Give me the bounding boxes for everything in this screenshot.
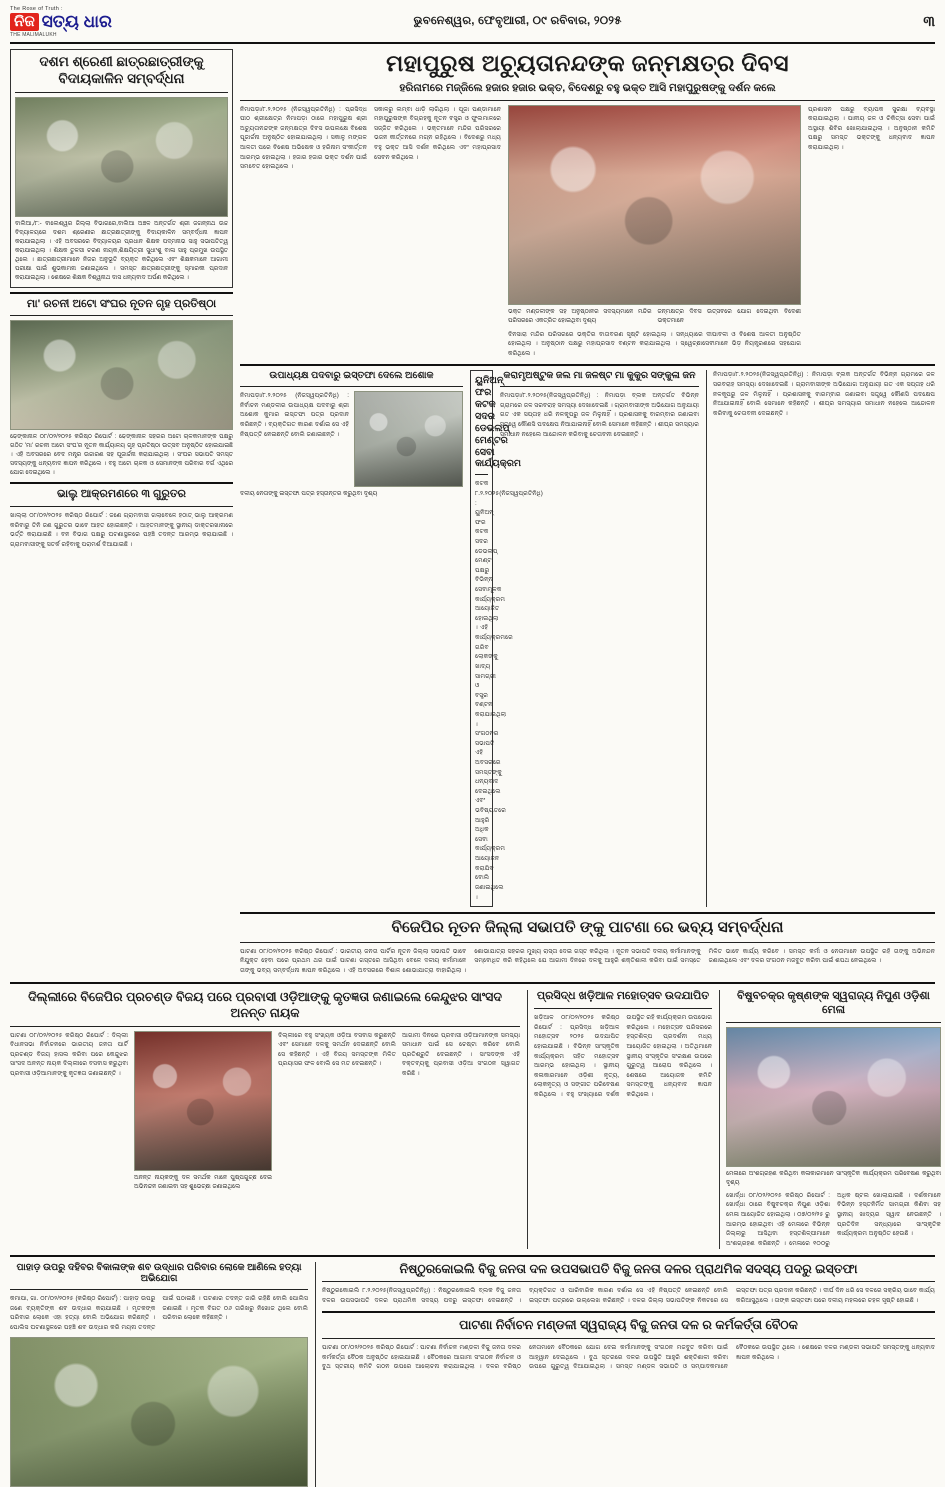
headline-mp-ananta-nayak: ଦିଲ୍ଲୀରେ ବିଜେପିର ପ୍ରଚଣ୍ଡ ବିଜୟ ପରେ ପ୍ରବାସୀ ଓଡ଼ିଆଙ୍କୁ କୃତଜ୍ଞତା ଜଣାଇଲେ କେନ୍ଦୁଝର ସାଂସଦ ଅନନ୍ତ ନାୟକ	[28, 990, 502, 1020]
article-odisha-fair	[719, 990, 941, 1248]
photo-students-felicitation	[15, 97, 228, 217]
lead-grid	[240, 105, 935, 359]
headline-auto-union: ମା' ରଚନୀ ଅଟୋ ସଂଘର ନୂତନ ଗୃହ ପ୍ରତିଷ୍ଠା	[26, 297, 217, 310]
caption-devotees-left: ଭକ୍ତ ମଣ୍ଡଳୀଙ୍କ ସହ ଅନୁଷ୍ଠାନର ସଦସ୍ୟମାନେ ମନ୍ଦିର ପରିସରରେ ଏକତ୍ରିତ ହୋଇଥିବା ଦୃଶ୍ୟ	[508, 308, 652, 324]
bottom-right-region	[315, 1262, 935, 1487]
headline-resignation-vp: ଉପାଧ୍ୟକ୍ଷ ପଦବାରୁ ଇସ୍ତଫା ଦେଲେ ଅଶୋକ	[269, 370, 434, 382]
photo-hill-recovery	[10, 1337, 308, 1487]
bottom-region	[10, 1262, 935, 1487]
headline-body-recovery: ପାହାଡ଼ ଉପରୁ ଦହିବର ବିକାଳାଙ୍କ ଶବ ଉଦ୍ଧାର ପରିବାର ଲୋକେ ଆଣିଲେ ହତ୍ୟା ଅଭିଯୋଗ	[16, 1261, 302, 1285]
body-achyutananda-col2: ସକାଳରୁ ଲମ୍ବା ଧାଡ଼ି ଲାଗିଥିଲା । ପୂଜା ପଣ୍ଡାମାନେ ମହାପୁରୁଷଙ୍କ ବିଗ୍ରହକୁ ନୂତନ ବସ୍ତ୍ର ଓ ଫୁଲମାଳରେ ସଜ୍ଜିତ କରିଥିଲେ । ଭକ୍ତମାନେ ମନ୍ଦିର ପରିସରରେ ଭଜନ କୀର୍ତ୍ତନରେ ମଗ୍ନ ରହିଥିଲେ । ବିଦେଶରୁ ମଧ୍ୟ ବହୁ ଭକ୍ତ ଆସି ଦର୍ଶନ କରିଥିଲେ ଏବଂ ମହାପ୍ରସାଦ ସେବନ କରିଥିଲେ ।	[374, 105, 501, 161]
article-mp-ananta-nayak	[10, 990, 520, 1248]
masthead	[10, 6, 935, 44]
logo-mark: ନିଜ	[10, 13, 39, 31]
subhead-achyutananda: ହରିନାମରେ ମଜ୍ଜିଲେ ହଜାର ହଜାର ଭକ୍ତ, ବିଦେଶରୁ ବହୁ ଭକ୍ତ ଆସି ମହାପୁରୁଷଙ୍କୁ ଦର୍ଶନ କଲେ	[399, 81, 776, 94]
caption-students-felicitation: ବାଲିଆ,/୮:- ବାଲେଶ୍ୱର ଜିଲ୍ଲା ବିଭାଗରେ,ବାଲିଆ ଅଞ୍ଚଳ ଅନ୍ତର୍ଗତ ଶ୍ରୀ ଜଗନ୍ନାଥ ଉଚ୍ଚ ବିଦ୍ୟାଳୟରେ ଦଶମ ଶ୍ରେଣୀର ଛାତ୍ରଛାତ୍ରୀଙ୍କୁ ବିଦାୟକାଳିନ ସମ୍ବର୍ଦ୍ଧନା ଜ୍ଞାପନ କରାଯାଇଥିଲା । ଏହି ଅବସରରେ ବିଦ୍ୟାଳୟର ପ୍ରଧାନ ଶିକ୍ଷକ ପଦ୍ମନାଭ ସାହୁ ସଭାପତିତ୍ୱ କରାଯାଇଥିଲା । ଶିକ୍ଷକ ତୁଳସୀ ଚରଣ ନାୟକ,ଶିକ୍ଷୟିତ୍ରୀ ସୁଧାଂଶୁ ବାଳା ସାହୁ ପ୍ରମୁଖ ଉପସ୍ଥିତ ଥିଲେ । ଛାତ୍ରଛାତ୍ରୀମାନେ ନିଜର ଅନୁଭୂତି ବ୍ୟକ୍ତ କରିଥିଲେ ଏବଂ ଶିକ୍ଷକମାନେ ଆଗାମୀ ପରୀକ୍ଷା ପାଇଁ ଶୁଭକାମନା ଜଣାଇଥିଲେ । ସମସ୍ତ ଛାତ୍ରଛାତ୍ରୀଙ୍କୁ ସ୍ମାରକୀ ପ୍ରଦାନ କରାଯାଇଥିଲା । ଶେଷରେ ଶିକ୍ଷକ ବିଶ୍ୱନାଥ ଦାସ ଧନ୍ୟବାଦ ଅର୍ପଣ କରିଥିଲେ ।	[15, 220, 228, 281]
body-bjd-meeting: ପାଟଣା ୦୮/୦୨/୨୦୨୫ କରିଷ୍ଠ ରିପୋର୍ଟ : ପାଟଣା ନିର୍ବାଚନ ମଣ୍ଡଳୀ ବିଜୁ ଜନତା ଦଳର କର୍ମକର୍ତ୍ତା ବୈଠକ ଅନୁଷ୍ଠିତ ହୋଇଯାଇଛି । ବୈଠକରେ ଆଗାମୀ ସଂଗଠନ ନିର୍ବାଚନ ଓ ବୁଥ ସ୍ତରୀୟ କମିଟି ଗଠନ ଉପରେ ଆଲୋଚନା କରାଯାଇଥିଲା । ଦଳର ବରିଷ୍ଠ ନେତାମାନେ ବୈଠକରେ ଯୋଗ ଦେଇ କର୍ମୀମାନଙ୍କୁ ସଂଗଠନ ମଜବୁତ କରିବା ପାଇଁ ଆହ୍ୱାନ ଦେଇଥିଲେ । ବୁଥ ସ୍ତରରେ ଦଳର ଉପସ୍ଥିତି ଆହୁରି ଶକ୍ତିଶାଳୀ କରିବା ଉପରେ ଗୁରୁତ୍ୱ ଦିଆଯାଇଥିଲା । ସମସ୍ତ ମଣ୍ଡଳ ସଭାପତି ଓ ସମ୍ପାଦକମାନେ ବୈଠକରେ ଉପସ୍ଥିତ ଥିଲେ । ଶେଷରେ ଦଳର ମଣ୍ଡଳୀ ସଭାପତି ସମସ୍ତଙ୍କୁ ଧନ୍ୟବାଦ ଜ୍ଞାପନ କରିଥିଲେ ।	[322, 1343, 935, 1371]
body-bear-attack: ଖାଲ୍ଲା ୦୮/୦୨/୨୦୨୫ କରିଷ୍ଠ ରିପୋର୍ଟ : ଜଣେ ଗ୍ରାମବାସୀ ଗଲାବେଳେ ହଠାତ୍ ଭାଲୁ ଆକ୍ରମଣ କରିବାରୁ ତିନି ଜଣ ଗୁରୁତର ଭାବେ ଆହତ ହୋଇଛନ୍ତି । ଆହତମାନଙ୍କୁ ସ୍ଥାନୀୟ ଡାକ୍ତରଖାନାରେ ଭର୍ତ୍ତି କରାଯାଇଛି । ବନ ବିଭାଗ ପକ୍ଷରୁ ଘଟଣାସ୍ଥଳରେ ପହଞ୍ଚି ତଦନ୍ତ ଆରମ୍ଭ କରାଯାଇଛି । ଗ୍ରାମବାସୀଙ୍କୁ ସତର୍କ ରହିବାକୁ ପରାମର୍ଶ ଦିଆଯାଇଛି ।	[10, 512, 233, 548]
article-union-cuttack	[470, 370, 543, 907]
headline-bear-attack: ଭାଲୁ ଆକ୍ରମଣରେ ୩ ଗୁରୁତର	[56, 488, 187, 501]
headline-bjp-district-president: ବିଜେପିର ନୂତନ ଜିଲ୍ଲା ସଭାପତି ଙ୍କୁ ପାଟଣା ରେ ଭବ୍ୟ ସମ୍ବର୍ଦ୍ଧନା	[391, 919, 784, 937]
body-water-problem-cont: ନିମାପଡ଼ା/୮.୨.୨୦୨୫(ନିଜସ୍ୱପ୍ରତିନିଧି) : ନିମାପଡ଼ା ବ୍ଲକ ଅନ୍ତର୍ଗତ ବିଭିନ୍ନ ଗ୍ରାମରେ ଜଳ ସରବରାହ ସମସ୍ୟା ଦେଖାଦେଇଛି । ଗ୍ରାମବାସୀଙ୍କ ଅଭିଯୋଗ ଅନୁଯାୟୀ ଗତ ଏକ ସପ୍ତାହ ଧରି ନଳକୂପରୁ ଜଳ ମିଳୁନାହିଁ । ପ୍ରଶାସନକୁ ବାରମ୍ବାର ଜଣାଇବା ସତ୍ତ୍ୱେ କୌଣସି ପଦକ୍ଷେପ ନିଆଯାଇନାହିଁ ବୋଲି ସେମାନେ କହିଛନ୍ତି । ଶୀଘ୍ର ସମସ୍ୟାର ସମାଧାନ ନହେଲେ ଆନ୍ଦୋଳନ କରିବାକୁ ଚେତାବନୀ ଦେଇଛନ୍ତି ।	[713, 371, 935, 417]
photo-auto-union	[10, 320, 233, 430]
article-water-problem-cont	[706, 370, 935, 907]
photo-resignation-handover	[354, 391, 463, 487]
lead-story-region	[240, 49, 935, 976]
body-odisha-fair: ଖୋର୍ଦ୍ଧା ୦୮/୦୨/୨୦୨୫ କରିଷ୍ଠ ରିପୋର୍ଟ : ଖୋର୍ଦ୍ଧା ଠାରେ ବିଷୁବଚକ୍ର ନିପୁଣ ଓଡ଼ିଶା ମେଳା ଆୟୋଜିତ ହୋଇଥିଲା । ୦୭/୦୨/୨୫ ରୁ ଆରମ୍ଭ ହୋଇଥିବା ଏହି ମେଳାରେ ବିଭିନ୍ନ ଜିଲ୍ଲାରୁ ଆସିଥିବା ହସ୍ତଶିଳ୍ପୀମାନେ ଅଂଶଗ୍ରହଣ କରିଛନ୍ତି । ମେଳାରେ ୧୦୦ରୁ ଅଧିକ ଷ୍ଟଲ ଖୋଲାଯାଇଛି । ଦର୍ଶକମାନେ ବିଭିନ୍ନ ହସ୍ତନିର୍ମିତ ସାମଗ୍ରୀ କିଣିବା ସହ ସ୍ଥାନୀୟ ଖାଦ୍ୟର ସ୍ୱାଦ ନେଉଛନ୍ତି । ପ୍ରତିଦିନ ସନ୍ଧ୍ୟାରେ ସାଂସ୍କୃତିକ କାର୍ଯ୍ୟକ୍ରମ ଅନୁଷ୍ଠିତ ହେଉଛି ।	[726, 1191, 941, 1247]
body-achyutananda-col4: ପ୍ରଶାସନ ପକ୍ଷରୁ ବ୍ୟାପକ ସୁରକ୍ଷା ବ୍ୟବସ୍ଥା କରାଯାଇଥିଲା । ପାନୀୟ ଜଳ ଓ ଚିକିତ୍ସା ସେବା ପାଇଁ ଅସ୍ଥାୟୀ ଶିବିର ଖୋଲାଯାଇଥିଲା । ଅନୁଷ୍ଠାନ କମିଟି ପକ୍ଷରୁ ସମସ୍ତ ଭକ୍ତଙ୍କୁ ଧନ୍ୟବାଦ ଜ୍ଞାପନ କରାଯାଇଥିଲା ।	[808, 105, 935, 151]
headline-achyutananda: ମହାପୁରୁଷ ଅଚ୍ୟୁତାନନ୍ଦଙ୍କ ଜନ୍ମକ୍ଷତ୍ର ଦିବସ	[386, 49, 789, 76]
article-resignation-vice-president	[240, 370, 463, 907]
lower-region	[10, 990, 941, 1248]
article-bjd-meeting	[322, 1318, 935, 1371]
article-auto-union	[10, 298, 233, 479]
page-number: ୩	[923, 13, 935, 31]
body-mp-col3: ଆଗାମୀ ଦିନରେ ପ୍ରବାସୀ ଓଡ଼ିଆମାନଙ୍କ ସମସ୍ୟା ସମାଧାନ ପାଇଁ ସେ ଚେଷ୍ଟା କରିବେ ବୋଲି ପ୍ରତିଶ୍ରୁତି ଦେଇଛନ୍ତି । ସାଂସଦଙ୍କ ଏହି ବକ୍ତବ୍ୟକୁ ପ୍ରବାସୀ ଓଡ଼ିଆ ସଂଗଠନ ସ୍ୱାଗତ କରିଛି ।	[402, 1031, 520, 1078]
caption-mp-portrait: ଅନନ୍ତ ନାୟକଙ୍କୁ ଦଳ ସମର୍ଥକ ମାନେ ପୁଷ୍ପଗୁଚ୍ଛ ଦେଇ ଅଭିନନ୍ଦନ ଜଣାଇବା ସହ ଶୁଭେଚ୍ଛା ଜଣାଇଥିଲେ	[134, 1174, 272, 1190]
article-water-problem	[500, 370, 699, 907]
body-union-cuttack: କଟକ ୮.୨.୨୦୨୫(ନିଜସ୍ୱପ୍ରତିନିଧି) : ୟୁନିଅନ୍ ଫର କଟକ ସଦର ଡେଭଲପ୍ ମେଣ୍ଟ ପକ୍ଷରୁ ବିଭିନ୍ନ ସେବାମୂଳକ କାର୍ଯ୍ୟକ୍ରମ ଆୟୋଜିତ ହୋଇଥିଲା । ଏହି କାର୍ଯ୍ୟକ୍ରମରେ ଗରିବ ଲୋକଙ୍କୁ ଖାଦ୍ୟ ସାମଗ୍ରୀ ଓ ବସ୍ତ୍ର ବଣ୍ଟନ କରାଯାଇଥିଲା । ସଂଗଠନର ସଭାପତି ଏହି ଅବସରରେ ସମସ୍ତଙ୍କୁ ଧନ୍ୟବାଦ ଦେଇଥିଲେ ଏବଂ ଭବିଷ୍ୟତରେ ଆହୁରି ଅଧିକ ସେବା କାର୍ଯ୍ୟକ୍ରମ ଆୟୋଜନ କରାଯିବ ବୋଲି ଜଣାଇଥିଲେ ।	[475, 480, 543, 901]
caption-devotees-right: ଜନ୍ମକ୍ଷତ୍ର ଦିବସ ଉତ୍ସବରେ ଯୋଗ ଦେଇଥିବା ବିଦେଶୀ ଭକ୍ତମାନେ	[657, 308, 801, 324]
photo-block-achyutananda	[508, 105, 801, 359]
mid-region	[240, 370, 935, 907]
body-achyutananda-col3: ଦିନସାରା ମନ୍ଦିର ପରିସରରେ ଭକ୍ତିର ବାତାବରଣ ସୃଷ୍ଟି ହୋଇଥିଲା । ସନ୍ଧ୍ୟାରେ ଦୀପାବଳୀ ଓ ବିଶେଷ ଆଳତୀ ଅନୁଷ୍ଠିତ ହୋଇଥିଲା । ଅନୁଷ୍ଠାନ ପକ୍ଷରୁ ମହାପ୍ରସାଦ ବଣ୍ଟନ କରାଯାଇଥିଲା । ସ୍ୱେଚ୍ଛାସେବୀମାନେ ଭିଡ଼ ନିୟନ୍ତ୍ରଣରେ ସହଯୋଗ କରିଥିଲେ ।	[508, 330, 801, 357]
headline-students-felicitation: ଦଶମ ଶ୍ରେଣୀ ଛାତ୍ରଛାତ୍ରୀଙ୍କୁ ବିଦାୟକାଳିନ ସମ୍ବର୍ଦ୍ଧନା	[39, 53, 204, 86]
photo-block-mp	[134, 1031, 272, 1192]
photo-mp-portrait	[134, 1031, 272, 1171]
body-auto-union: ଢେଙ୍କାନାଳ ୦୮/୦୨/୨୦୨୫ କରିଷ୍ଠ ରିପୋର୍ଟ : ଢେଙ୍କାନାଳ ସହରର ଅଟୋ ଚାଳକମାନଙ୍କ ପକ୍ଷରୁ ଗଠିତ 'ମା' ରଚନୀ ଅଟୋ ସଂଘ'ର ନୂତନ କାର୍ଯ୍ୟାଳୟ ଗୃହ ପ୍ରତିଷ୍ଠା ଉତ୍ସବ ଅନୁଷ୍ଠିତ ହୋଇଯାଇଛି । ଏହି ଅବସରରେ ବେଦ ମନ୍ତ୍ର ଉଚ୍ଚାରଣ ସହ ପୂଜାର୍ଚ୍ଚନା କରାଯାଇଥିଲା । ସଂଘର ସଭାପତି ସମସ୍ତ ସଦସ୍ୟଙ୍କୁ ଧନ୍ୟବାଦ ଜ୍ଞାପନ କରିଥିଲେ । ବହୁ ଅଟୋ ଚାଳକ ଓ ସେମାନଙ୍କ ପରିବାର ବର୍ଗ ଏଥିରେ ଯୋଗ ଦେଇଥିଲେ ।	[10, 434, 233, 477]
logo-tagline: The Rose of Truth :	[10, 6, 63, 12]
body-mp-col1: ପାଟଣା ୦୮/୦୨/୨୦୨୫ କରିଷ୍ଠ ରିପୋର୍ଟ : ଦିଲ୍ଲୀ ବିଧାନସଭା ନିର୍ବାଚନରେ ଭାରତୀୟ ଜନତା ପାର୍ଟି ପ୍ରଚଣ୍ଡ ବିଜୟ ହାସଲ କରିବା ପରେ କେନ୍ଦୁଝର ସାଂସଦ ଅନନ୍ତ ନାୟକ ଦିଲ୍ଲୀରେ ବସବାସ କରୁଥିବା ପ୍ରବାସୀ ଓଡ଼ିଆମାନଙ୍କୁ କୃତଜ୍ଞତା ଜଣାଇଛନ୍ତି ।	[10, 1031, 128, 1078]
body-bjp-district-president: ପାଟଣା ୦୮/୦୨/୨୦୨୫ କରିଷ୍ଠ ରିପୋର୍ଟ : ଭାରତୀୟ ଜନତା ପାର୍ଟିର ନୂତନ ଜିଲ୍ଲା ସଭାପତି ଭାବେ ନିଯୁକ୍ତ ହେବା ପରେ ପ୍ରଥମ ଥର ପାଇଁ ପାଟଣା ଗସ୍ତରେ ଆସିଥିବା ବେଳେ ଦଳୀୟ କର୍ମୀମାନେ ତାଙ୍କୁ ଭବ୍ୟ ସମ୍ବର୍ଦ୍ଧନା ଜ୍ଞାପନ କରିଥିଲେ । ଏହି ଅବସରରେ ବିଶାଳ ଶୋଭାଯାତ୍ରା ବାହାରିଥିଲା । ଶୋଭାଯାତ୍ରା ସହରର ମୁଖ୍ୟ ରାସ୍ତା ଦେଇ ଗସ୍ତ କରିଥିଲା । ନୂତନ ସଭାପତି ଦଳୀୟ କର୍ମୀମାନଙ୍କୁ ସମ୍ବୋଧିତ କରି କହିଥିଲେ ଯେ ଆଗାମୀ ଦିନରେ ଦଳକୁ ଆହୁରି ଶକ୍ତିଶାଳୀ କରିବା ପାଇଁ ସମସ୍ତେ ମିଳିତ ଭାବେ କାର୍ଯ୍ୟ କରିବେ । ସମସ୍ତ କର୍ମୀ ଓ ନେତାମାନେ ଉପସ୍ଥିତ ରହି ତାଙ୍କୁ ଅଭିନନ୍ଦନ ଜଣାଇଥିଲେ ଏବଂ ଦଳର ସଂଗଠନ ମଜବୁତ କରିବା ପାଇଁ ଶପଥ ନେଇଥିଲେ ।	[240, 947, 935, 974]
body-water-problem: ନିମାପଡ଼ା/୮.୨.୨୦୨୫(ନିଜସ୍ୱପ୍ରତିନିଧି) : ନିମାପଡ଼ା ବ୍ଲକ ଅନ୍ତର୍ଗତ ବିଭିନ୍ନ ଗ୍ରାମରେ ଜଳ ସରବରାହ ସମସ୍ୟା ଦେଖାଦେଇଛି । ଗ୍ରାମବାସୀଙ୍କ ଅଭିଯୋଗ ଅନୁଯାୟୀ ଗତ ଏକ ସପ୍ତାହ ଧରି ନଳକୂପରୁ ଜଳ ମିଳୁନାହିଁ । ପ୍ରଶାସନକୁ ବାରମ୍ବାର ଜଣାଇବା ସତ୍ତ୍ୱେ କୌଣସି ପଦକ୍ଷେପ ନିଆଯାଇନାହିଁ ବୋଲି ସେମାନେ କହିଛନ୍ତି । ଶୀଘ୍ର ସମସ୍ୟାର ସମାଧାନ ନହେଲେ ଆନ୍ଦୋଳନ କରିବାକୁ ଚେତାବନୀ ଦେଇଛନ୍ତି ।	[500, 392, 699, 438]
photo-devotees-gathering	[508, 105, 801, 305]
headline-union-cuttack: ୟୁନିଅନ୍ ଫର କଟକ ସଦର ଡେଭଲପ୍ ମେଣ୍ଟର ସେବା କାର୍ଯ୍ୟକ୍ରମ	[475, 375, 522, 470]
article-bjd-resignation	[322, 1262, 935, 1306]
newspaper-logo	[10, 6, 112, 38]
article-bjp-district-president	[240, 918, 935, 975]
headline-odisha-fair: ବିଷୁବଚକ୍ର କୃଷ୍ଣଙ୍କ ସ୍ୱରାଜ୍ୟ ନିପୁଣ ଓଡ଼ିଶା ମେଳା	[737, 990, 930, 1017]
logo-subtitle: THE MALIMALUKH	[10, 31, 57, 38]
photo-odisha-fair	[726, 1027, 941, 1167]
headline-water-problem: କରାମୃଅଷ୍ଟୁକ ଜଲ ମା ଜଳଷ୍ଟ ମା କୁକୁର ସଙ୍କୁଳା ଜନ	[503, 370, 696, 382]
body-bjd-resignation: ନିଷ୍ଠୁରକୋଇଲି ୮.୨.୨୦୨୫(ନିଜସ୍ୱପ୍ରତିନିଧି) : ନିଷ୍ଠୁରକୋଇଲି ବ୍ଲକ ବିଜୁ ଜନତା ଦଳର ଉପସଭାପତି ଦଳର ପ୍ରାଥମିକ ସଦସ୍ୟ ପଦରୁ ଇସ୍ତଫା ଦେଇଛନ୍ତି । ବ୍ୟକ୍ତିଗତ ଓ ପାରିବାରିକ କାରଣ ଦର୍ଶାଇ ସେ ଏହି ନିଷ୍ପତ୍ତି ନେଇଛନ୍ତି ବୋଲି ଇସ୍ତଫା ପତ୍ରରେ ଉଲ୍ଲେଖ କରିଛନ୍ତି । ଦଳର ଜିଲ୍ଲା ସଭାପତିଙ୍କ ନିକଟରେ ସେ ଇସ୍ତଫା ପତ୍ର ପ୍ରଦାନ କରିଛନ୍ତି । ଦୀର୍ଘ ଦିନ ଧରି ସେ ଦଳରେ ସକ୍ରିୟ ଭାବେ କାର୍ଯ୍ୟ କରିଆସୁଥିଲେ । ତାଙ୍କ ଇସ୍ତଫା ପରେ ଦଳୀୟ ମହଲରେ ଚହଳ ସୃଷ୍ଟି ହୋଇଛି ।	[322, 1287, 935, 1304]
body-mp-col2: ଦିଲ୍ଲୀରେ ବହୁ ସଂଖ୍ୟକ ଓଡ଼ିଆ ବସବାସ କରୁଛନ୍ତି ଏବଂ ସେମାନେ ଦଳକୁ ସମର୍ଥନ ଦେଇଛନ୍ତି ବୋଲି ସେ କହିଛନ୍ତି । ଏହି ବିଜୟ ସମସ୍ତଙ୍କ ମିଳିତ ପ୍ରୟାସର ଫଳ ବୋଲି ସେ ମତ ଦେଇଛନ୍ତି ।	[278, 1031, 396, 1068]
headline-bjd-resignation: ନିଷ୍ଠୁରକୋଇଲି ବିଜୁ ଜନତା ଦଳ ଉପସଭାପତି ବିଜୁ ଜନତା ଦଳର ପ୍ରାଥମିକ ସଦସ୍ୟ ପଦରୁ ଇସ୍ତଫା	[399, 1261, 858, 1276]
logo-wordmark: ସତ୍ୟ ଧାର	[41, 12, 112, 32]
body-khadial-festival: ଖଡ଼ିଆଳ ୦୮/୦୨/୨୦୨୫ କରିଷ୍ଠ ରିପୋର୍ଟ : ପ୍ରସିଦ୍ଧ ଖଡ଼ିଆଳ ମହୋତ୍ସବ ୨୦୨୫ ଉଦଯାପିତ ହୋଇଯାଇଛି । ବିଭିନ୍ନ ସାଂସ୍କୃତିକ କାର୍ଯ୍ୟକ୍ରମ ସହିତ ମହୋତ୍ସବ ଆରମ୍ଭ ହୋଇଥିଲା । ସ୍ଥାନୀୟ କଳାକାରମାନେ ଓଡ଼ିଶୀ ନୃତ୍ୟ, ଲୋକନୃତ୍ୟ ଓ ସଙ୍ଗୀତ ପରିବେଷଣ କରିଥିଲେ । ବହୁ ସଂଖ୍ୟାରେ ଦର୍ଶକ ଉପସ୍ଥିତ ରହି କାର୍ଯ୍ୟକ୍ରମ ଉପଭୋଗ କରିଥିଲେ । ମହୋତ୍ସବ ପରିସରରେ ହସ୍ତଶିଳ୍ପ ପ୍ରଦର୍ଶନୀ ମଧ୍ୟ ଆୟୋଜିତ ହୋଇଥିଲା । ଅତିଥିମାନେ ସ୍ଥାନୀୟ ସଂସ୍କୃତିର ସଂରକ୍ଷଣ ଉପରେ ଗୁରୁତ୍ୱ ଆରୋପ କରିଥିଲେ । ଶେଷରେ ଆୟୋଜକ କମିଟି ସମସ୍ତଙ୍କୁ ଧନ୍ୟବାଦ ଜ୍ଞାପନ କରିଥିଲେ ।	[534, 1014, 712, 1098]
article-students-felicitation	[10, 49, 233, 288]
article-body-recovery	[10, 1262, 308, 1487]
body-achyutananda-col1: ନିମାପଡ଼ା/୮.୨.୨୦୨୫ (ନିଜସ୍ୱପ୍ରତିନିଧି) : ପ୍ରସିଦ୍ଧ ପୀଠ ଶ୍ରୀକ୍ଷେତ୍ର ନିମାପଡ଼ା ଠାରେ ମହାପୁରୁଷ ଶ୍ରୀ ଅଚ୍ୟୁତାନନ୍ଦଙ୍କ ଜନ୍ମକ୍ଷତ୍ର ଦିବସ ଉପଲକ୍ଷେ ବିଶେଷ ପୂଜାର୍ଚ୍ଚନା ଅନୁଷ୍ଠିତ ହୋଇଯାଇଥିଲା । ସକାଳୁ ମଙ୍ଗଳ ଆଳତୀ ପରେ ବିଶେଷ ଅଭିଷେକ ଓ ହରିନାମ ସଂକୀର୍ତ୍ତନ ଆରମ୍ଭ ହୋଇଥିଲା । ହଜାର ହଜାର ଭକ୍ତ ଦର୍ଶନ ପାଇଁ ସମବେତ ହୋଇଥିଲେ ।	[240, 105, 367, 171]
headline-khadial-festival: ପ୍ରସିଦ୍ଧ ଖଡ଼ିଆଳ ମହୋତ୍ସବ ଉଦଯାପିତ	[536, 990, 710, 1003]
top-region	[10, 49, 935, 976]
body-body-recovery: କମାପା, ଗା. ୦୮/୦୨/୨୦୨୫ (କରିଷ୍ଠ ରିପୋର୍ଟ) : ପାହାଡ଼ ଉପରୁ ଜଣେ ବ୍ୟକ୍ତିଙ୍କ ଶବ ଉଦ୍ଧାର କରାଯାଇଛି । ମୃତକଙ୍କ ପରିବାର ଲୋକେ ଏହା ହତ୍ୟା ବୋଲି ଅଭିଯୋଗ କରିଛନ୍ତି । ପୋଲିସ ଘଟଣାସ୍ଥଳରେ ପହଞ୍ଚି ଶବ ଉଦ୍ଧାର କରି ମୟନା ତଦନ୍ତ ପାଇଁ ପଠାଇଛି । ଘଟଣାର ତଦନ୍ତ ଜାରି ରହିଛି ବୋଲି ପୋଲିସ ଜଣାଇଛି । ମୃତକ ବିଗତ ୦୬ ତାରିଖରୁ ନିଖୋଜ ଥିଲେ ବୋଲି ପରିବାର ଲୋକେ କହିଛନ୍ତି ।	[10, 1295, 308, 1332]
dateline: ଭୁବନେଶ୍ୱର, ଫେବୃଆରୀ, ୦୯ ରବିବାର, ୨୦୨୫	[413, 15, 622, 28]
left-column	[10, 49, 233, 976]
caption-resignation-handover: ଦଳୀୟ ନେତାଙ୍କୁ ଇସ୍ତଫା ପତ୍ର ହସ୍ତାନ୍ତର କରୁଥିବା ଦୃଶ୍ୟ	[240, 491, 378, 498]
caption-odisha-fair: ମେଳାରେ ଅଂଶଗ୍ରହଣ କରିଥିବା କଳାକାରମାନେ ସାଂସ୍କୃତିକ କାର୍ଯ୍ୟକ୍ରମ ପରିବେଷଣ କରୁଥିବା ଦୃଶ୍ୟ	[726, 1170, 941, 1186]
article-bear-attack	[10, 488, 233, 549]
headline-bjd-meeting: ପାଟଣା ନିର୍ବାଚନ ମଣ୍ଡଳୀ ସ୍ୱରାଜ୍ୟ ବିଜୁ ଜନତା ଦଳ ର କର୍ମକର୍ତ୍ତା ବୈଠକ	[459, 1318, 798, 1333]
article-khadial-festival	[527, 990, 712, 1248]
body-resignation-vp: ନିମାପଡ଼ା/୮.୨.୨୦୨୫ (ନିଜସ୍ୱପ୍ରତିନିଧି) : ନିର୍ବାଚନ ମଣ୍ଡଳୀର ଉପାଧ୍ୟକ୍ଷ ପଦବାରୁ ଶ୍ରୀ ଅଶୋକ କୁମାର ଇସ୍ତଫା ପତ୍ର ପ୍ରଦାନ କରିଛନ୍ତି । ବ୍ୟକ୍ତିଗତ କାରଣ ଦର୍ଶାଇ ସେ ଏହି ନିଷ୍ପତ୍ତି ନେଇଛନ୍ତି ବୋଲି ଜଣାଇଛନ୍ତି ।	[240, 392, 349, 438]
